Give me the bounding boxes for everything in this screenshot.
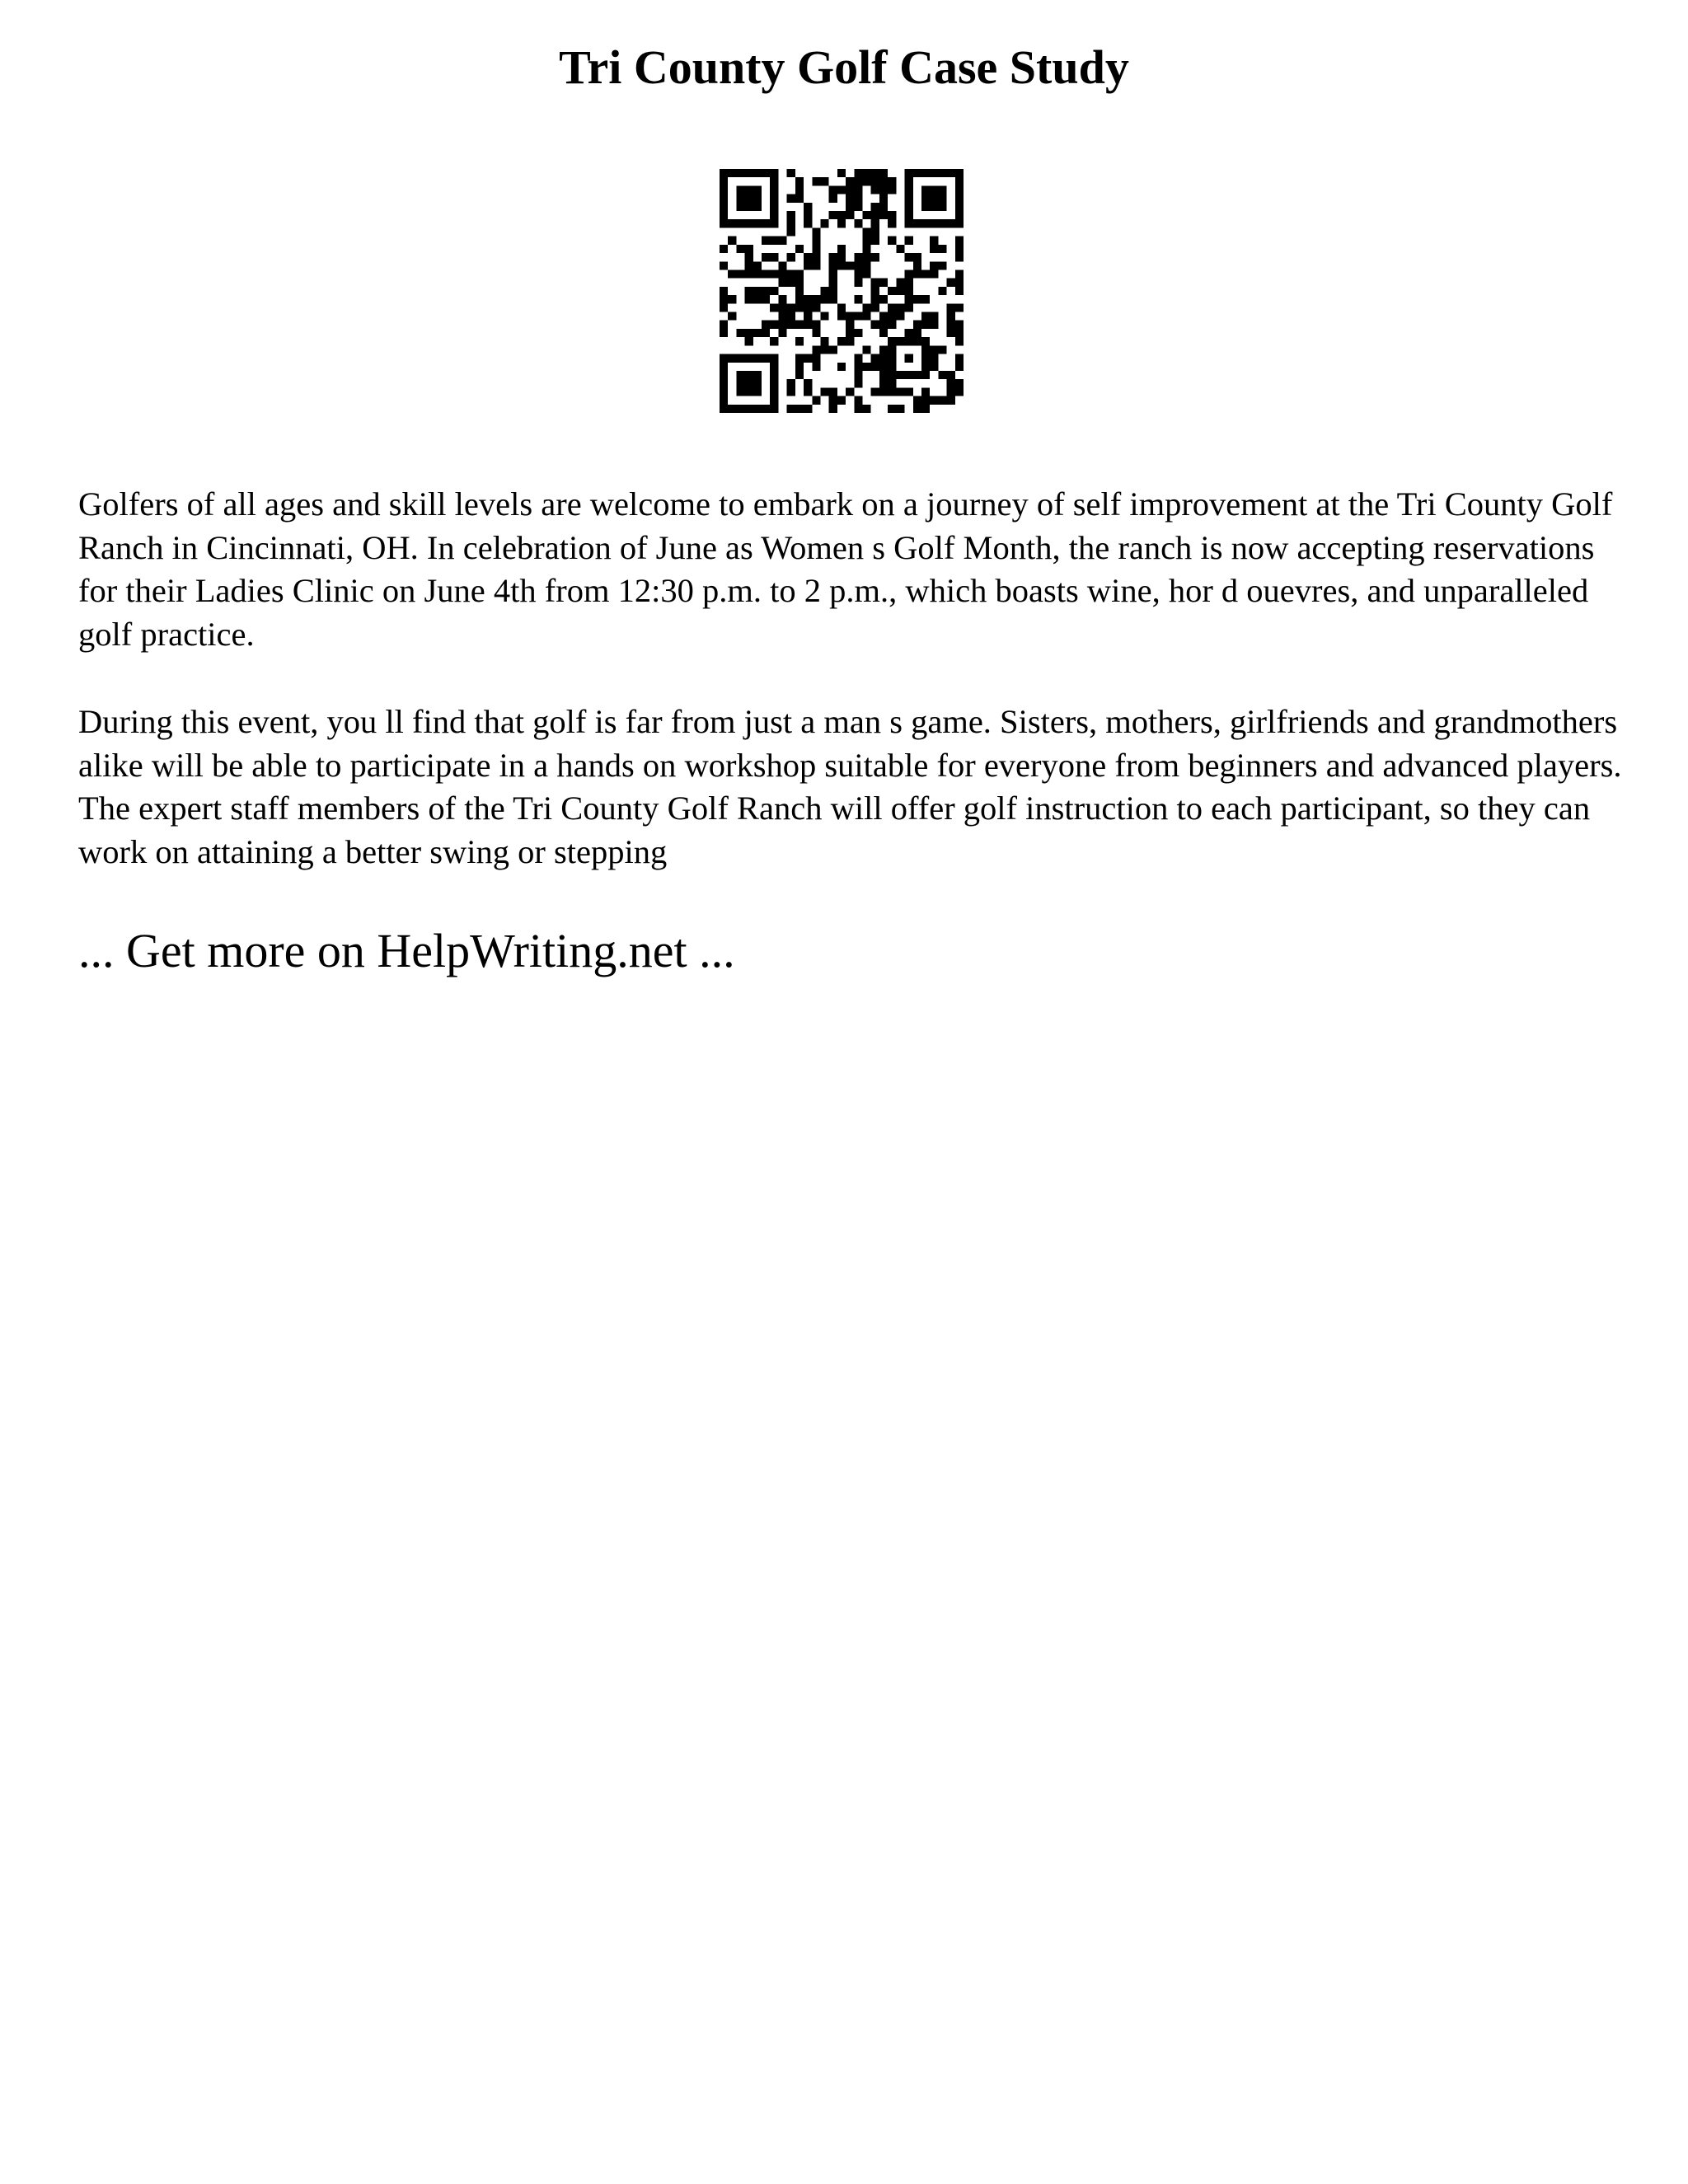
get-more-link[interactable]: ... Get more on HelpWriting.net ... <box>78 924 735 977</box>
paragraph-2: During this event, you ll find that golf is far from just a man s game. Sisters, mothers, girlfriends and grandmothers alike will be able to participate in a hands on workshop suitable for everyone from beginners and advanced players. The expert staff members of the Tri County Golf Ranch will offer golf instruction to each participant, so they can work on attaining a better swing or stepping <box>78 703 1622 870</box>
qr-code-icon <box>720 169 964 413</box>
page-title: Tri County Golf Case Study <box>559 40 1129 94</box>
paragraph-1: Golfers of all ages and skill levels are welcome to embark on a journey of self improvement at the Tri County Golf Ranch in Cincinnati, OH. In celebration of June as Women s Golf Month, the ranch is now accepting reservations for their Ladies Clinic on June 4th from 12:30 p.m. to 2 p.m., which boasts wine, hor d ouevres, and unparalleled golf practice. <box>78 485 1613 653</box>
